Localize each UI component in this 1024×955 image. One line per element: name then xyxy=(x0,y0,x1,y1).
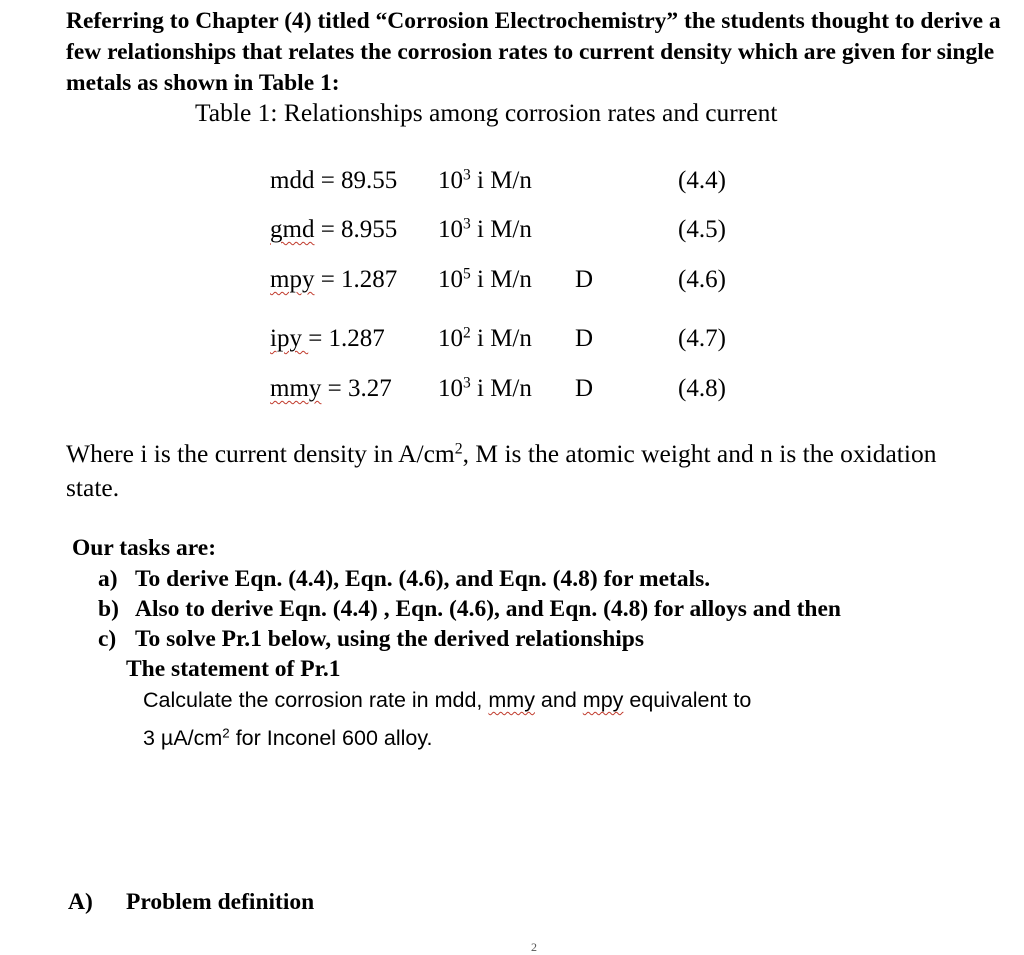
equation-lhs: ipy = 1.287 xyxy=(270,325,385,352)
equation-lhs: mdd = 89.55 xyxy=(270,167,398,194)
task-text: To derive Eqn. (4.4), Eqn. (4.6), and Eqn. (4.8) for metals. xyxy=(135,566,711,592)
task-text: To solve Pr.1 below, using the derived relationships xyxy=(135,626,645,652)
equation-row xyxy=(270,263,750,297)
equation-row xyxy=(270,322,750,356)
tasks-heading: Our tasks are: xyxy=(72,535,217,561)
section-title: Problem definition xyxy=(126,889,315,915)
equation-lhs: gmd = 8.955 xyxy=(270,216,398,243)
equation-rhs: $10^5$ i M/n xyxy=(438,265,532,293)
equation-row xyxy=(270,213,750,247)
section-label: A) xyxy=(68,889,93,915)
task-label: b) xyxy=(98,596,119,622)
task-item xyxy=(98,596,841,623)
equation-rhs: $10^3$ i M/n xyxy=(438,215,532,243)
equation-number: (4.8) xyxy=(678,375,726,402)
problem-statement-line-2: 3 $\mu A/cm^2$ for Inconel 600 alloy. xyxy=(143,725,433,750)
statement-title: The statement of Pr.1 xyxy=(126,656,341,682)
variable-definitions: Where i is the current density in $A/cm^2$, M is the atomic weight and n is the oxidation state. xyxy=(66,439,937,502)
equation-row xyxy=(270,372,750,406)
page-number: 2 xyxy=(531,940,537,954)
equation-density: D xyxy=(575,325,594,352)
task-item xyxy=(98,626,644,653)
equation-row xyxy=(270,164,750,198)
equation-lhs: mpy = 1.287 xyxy=(270,266,398,293)
equation-number: (4.4) xyxy=(678,167,726,194)
equation-rhs: $10^2$ i M/n xyxy=(438,324,532,352)
equation-density: D xyxy=(575,266,594,293)
intro-paragraph: Referring to Chapter (4) titled “Corrosion Electrochemistry” the students thought to derive a few relationships that relates the corrosion rates to current density which are given for single metals as shown in Table 1: xyxy=(66,8,1001,96)
equation-number: (4.5) xyxy=(678,216,726,243)
equation-density: D xyxy=(575,375,594,402)
equation-number: (4.6) xyxy=(678,266,726,293)
equation-rhs: $10^3$ i M/n xyxy=(438,166,532,194)
task-label: c) xyxy=(98,626,117,652)
task-label: a) xyxy=(98,566,118,592)
task-item xyxy=(98,566,710,593)
equation-lhs: mmy = 3.27 xyxy=(270,375,392,402)
problem-statement-line-1: Calculate the corrosion rate in mdd, mmy and mpy equivalent to xyxy=(143,688,752,712)
equation-number: (4.7) xyxy=(678,325,726,352)
equation-rhs: $10^3$ i M/n xyxy=(438,374,532,402)
task-text: Also to derive Eqn. (4.4) , Eqn. (4.6), and Eqn. (4.8) for alloys and then xyxy=(135,596,841,622)
table-caption: Table 1: Relationships among corrosion rates and current xyxy=(195,98,778,127)
